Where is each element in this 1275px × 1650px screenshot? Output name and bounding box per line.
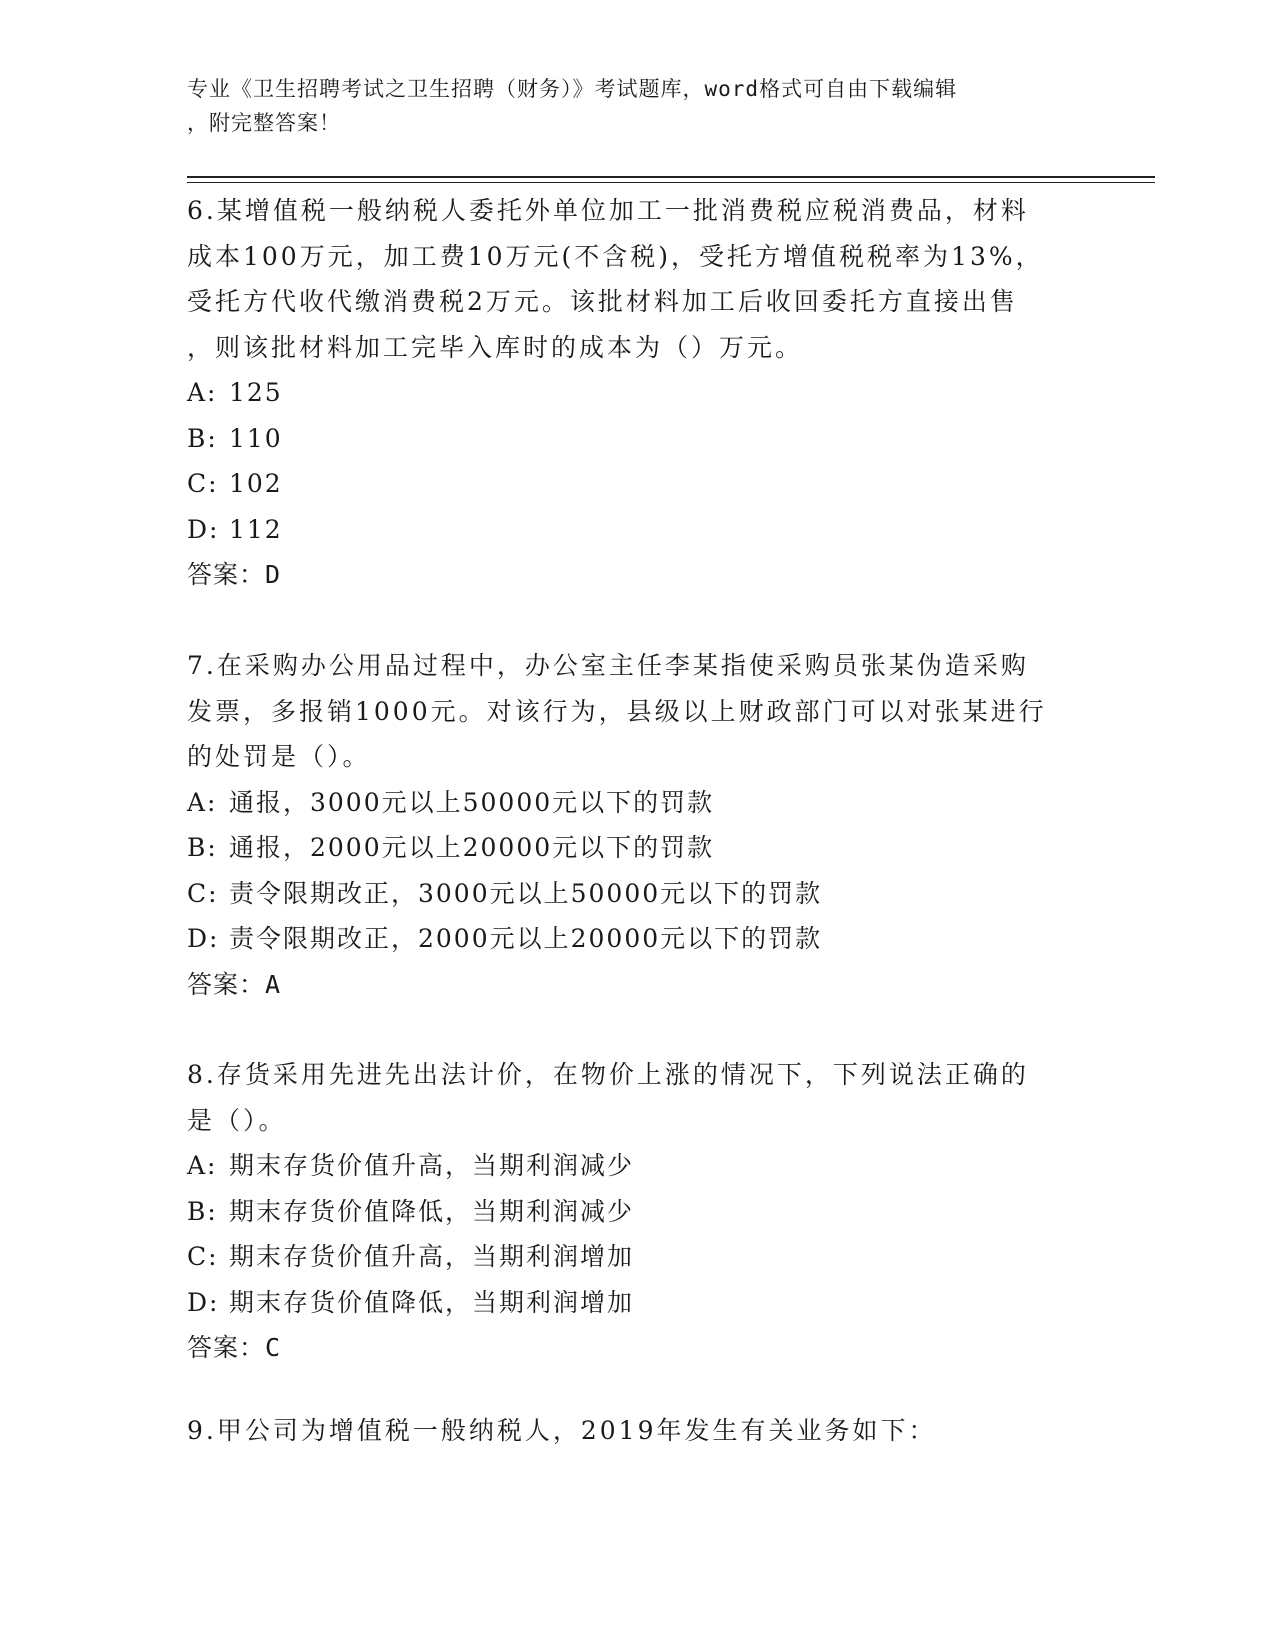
option-b: B: 期末存货价值降低，当期利润减少 [187, 1196, 635, 1226]
question-9 [187, 1408, 1087, 1454]
question-stem: 7.在采购办公用品过程中，办公室主任李某指使采购员张某伪造采购 发票，多报销1000元。对该行为，县级以上财政部门可以对张某进行 的处罚是（）。 [187, 651, 1047, 771]
option-b: B: 110 [187, 423, 283, 453]
question-stem: 8.存货采用先进先出法计价，在物价上涨的情况下，下列说法正确的 是（）。 [187, 1060, 1029, 1135]
header-line-1: 专业《卫生招聘考试之卫生招聘（财务）》考试题库，word格式可自由下载编辑 [187, 77, 958, 101]
option-d: D: 责令限期改正，2000元以上20000元以下的罚款 [187, 924, 823, 953]
header-line-2: ，附完整答案！ [187, 111, 341, 135]
option-c: C: 102 [187, 469, 283, 498]
question-stem: 9.甲公司为增值税一般纳税人，2019年发生有关业务如下： [187, 1416, 937, 1445]
option-c: C: 责令限期改正，3000元以上50000元以下的罚款 [187, 878, 823, 908]
option-d: D: 期末存货价值降低，当期利润增加 [187, 1287, 635, 1317]
document-header [187, 72, 1067, 140]
option-a: A: 期末存货价值升高，当期利润减少 [187, 1151, 635, 1180]
option-a: A: 通报，3000元以上50000元以下的罚款 [187, 787, 715, 817]
answer-line: 答案：A [187, 969, 282, 999]
option-a: A: 125 [187, 378, 283, 407]
option-c: C: 期末存货价值升高，当期利润增加 [187, 1242, 635, 1271]
header-divider-thick [187, 176, 1155, 178]
answer-line: 答案：D [187, 560, 282, 589]
question-6 [187, 188, 1087, 598]
question-stem: 6.某增值税一般纳税人委托外单位加工一批消费税应税消费品，材料 成本100万元，加工费10万元(不含税)，受托方增值税税率为13%， 受托方代收代缴消费税2万元。该批材料加工后收回委托方直接出售 ，则该批材料加工完毕入库时的成本为（）万元。 [187, 196, 1044, 362]
header-divider-thin [187, 182, 1155, 183]
option-b: B: 通报，2000元以上20000元以下的罚款 [187, 833, 715, 862]
question-7 [187, 643, 1087, 1007]
question-8 [187, 1052, 1087, 1371]
answer-line: 答案：C [187, 1333, 282, 1362]
option-d: D: 112 [187, 514, 283, 544]
